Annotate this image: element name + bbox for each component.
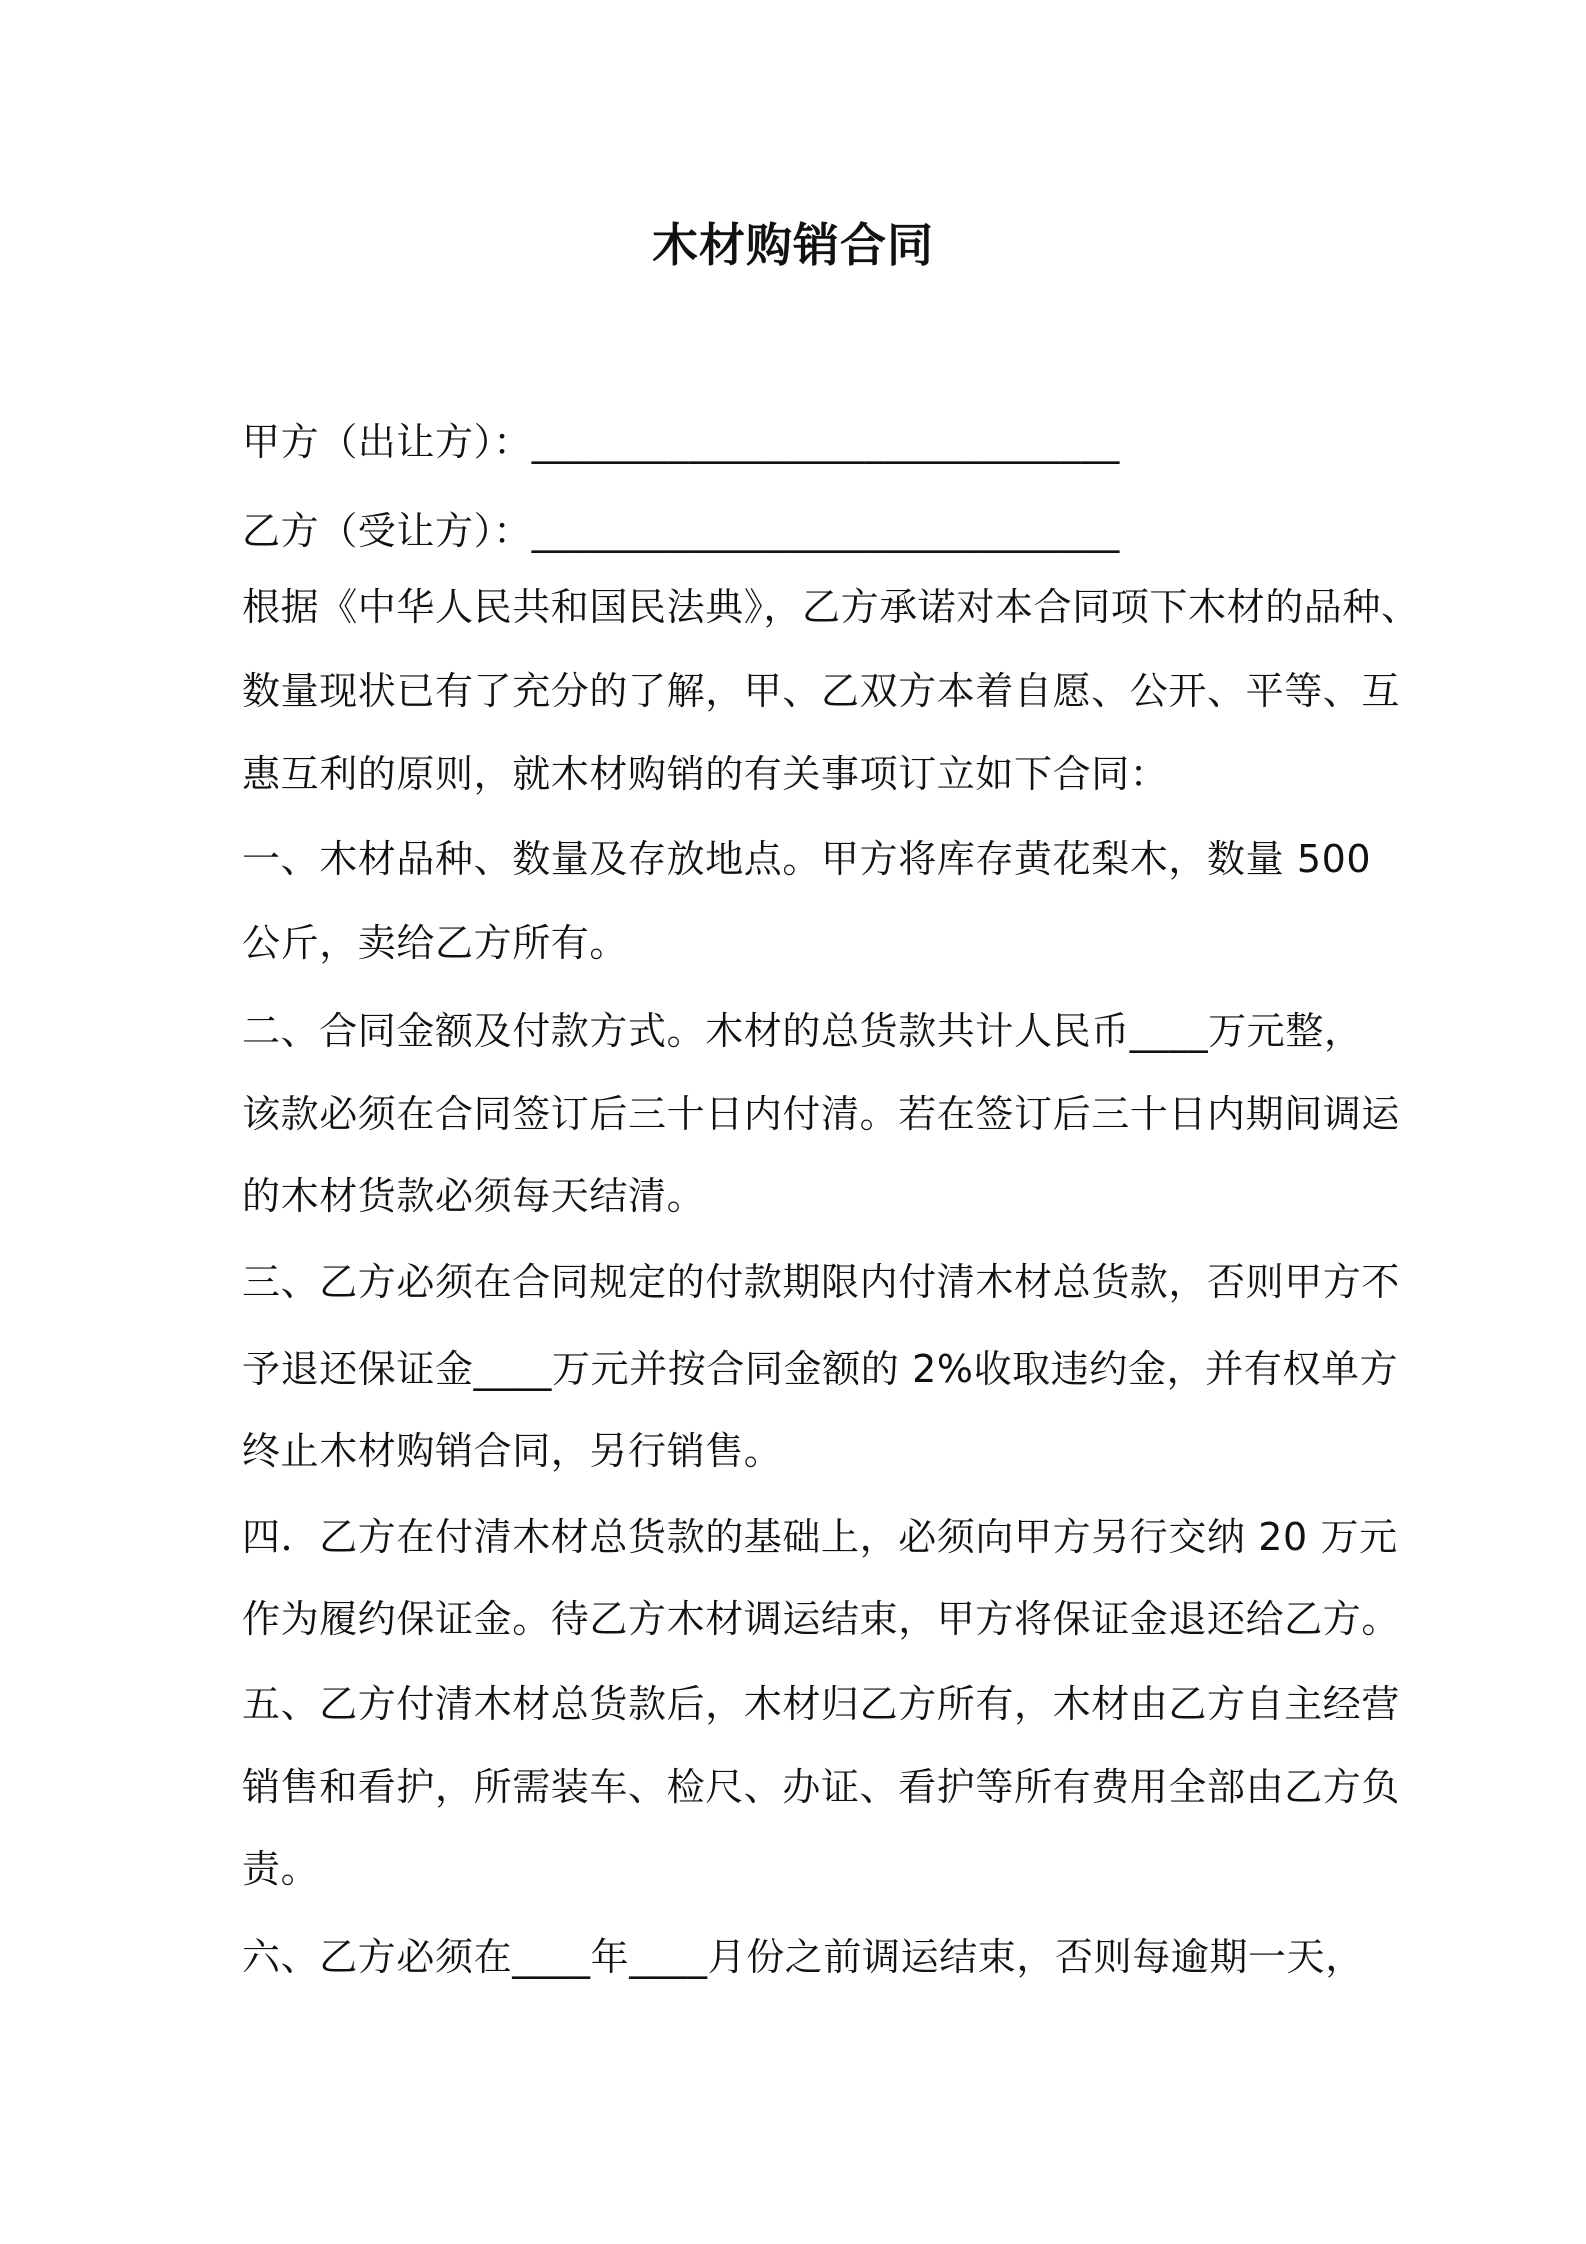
document-title: 木材购销合同: [652, 218, 934, 272]
clause-2-line-3: 的木材货款必须每天结清。: [242, 1174, 706, 1218]
party-a-line: 甲方（出让方）：______________________________: [242, 420, 1120, 464]
clause-6-line-1: 六、乙方必须在____年____月份之前调运结束，否则每逾期一天，: [242, 1935, 1364, 1979]
preamble-line-3: 惠互利的原则，就木材购销的有关事项订立如下合同：: [242, 752, 1169, 796]
clause-4-line-2: 作为履约保证金。待乙方木材调运结束，甲方将保证金退还给乙方。: [242, 1597, 1401, 1641]
clause-3-line-2: 予退还保证金____万元并按合同金额的 2%收取违约金，并有权单方: [242, 1347, 1399, 1391]
clause-3-line-1: 三、乙方必须在合同规定的付款期限内付清木材总货款，否则甲方不: [242, 1260, 1401, 1304]
clause-1-line-2: 公斤，卖给乙方所有。: [242, 921, 629, 965]
party-b-line: 乙方（受让方）：______________________________: [242, 509, 1120, 553]
clause-1-line-1: 一、木材品种、数量及存放地点。甲方将库存黄花梨木，数量 500: [242, 837, 1372, 881]
clause-3-line-3: 终止木材购销合同，另行销售。: [242, 1429, 783, 1473]
preamble-line-1: 根据《中华人民共和国民法典》，乙方承诺对本合同项下木材的品种、: [242, 585, 1420, 629]
clause-5-line-3: 责。: [242, 1847, 320, 1891]
clause-5-line-2: 销售和看护，所需装车、检尺、办证、看护等所有费用全部由乙方负: [242, 1765, 1401, 1809]
clause-5-line-1: 五、乙方付清木材总货款后，木材归乙方所有，木材由乙方自主经营: [242, 1682, 1401, 1726]
clause-2-line-1: 二、合同金额及付款方式。木材的总货款共计人民币____万元整，: [242, 1009, 1363, 1053]
preamble-line-2: 数量现状已有了充分的了解，甲、乙双方本着自愿、公开、平等、互: [242, 669, 1401, 713]
clause-4-line-1: 四．乙方在付清木材总货款的基础上，必须向甲方另行交纳 20 万元: [242, 1515, 1398, 1559]
clause-2-line-2: 该款必须在合同签订后三十日内付清。若在签订后三十日内期间调运: [242, 1092, 1401, 1136]
